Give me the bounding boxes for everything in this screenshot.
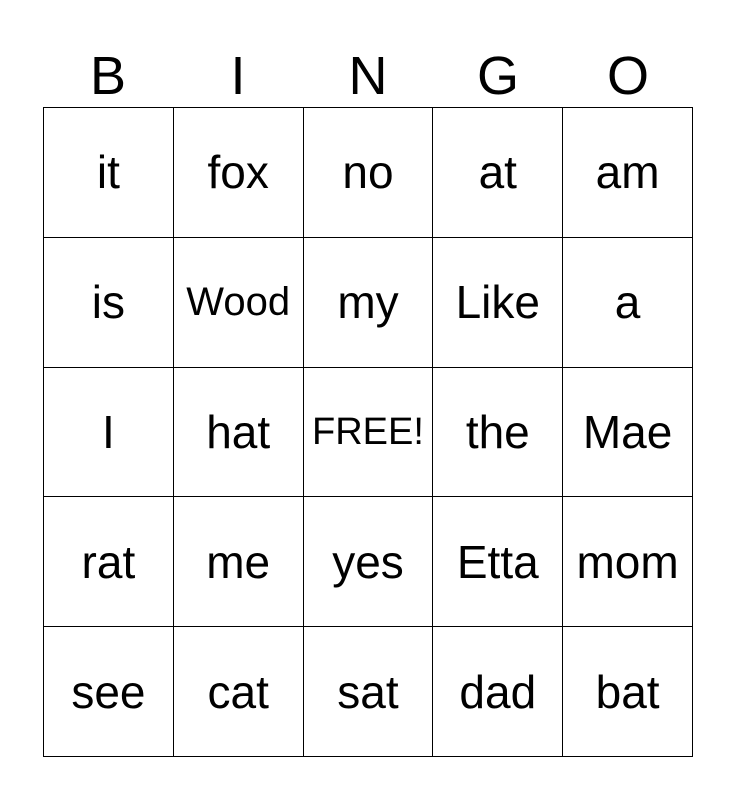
bingo-cell-r2-c2[interactable]: Wood bbox=[174, 238, 304, 368]
bingo-cell-r2-c4[interactable]: Like bbox=[433, 238, 563, 368]
bingo-cell-r4-c4[interactable]: Etta bbox=[433, 497, 563, 627]
bingo-cell-r5-c4[interactable]: dad bbox=[433, 627, 563, 757]
bingo-cell-r2-c3[interactable]: my bbox=[304, 238, 434, 368]
bingo-cell-r4-c3[interactable]: yes bbox=[304, 497, 434, 627]
bingo-cell-r4-c5[interactable]: mom bbox=[563, 497, 693, 627]
bingo-cell-r4-c2[interactable]: me bbox=[174, 497, 304, 627]
bingo-cell-r1-c2[interactable]: fox bbox=[174, 108, 304, 238]
header-letter-o: O bbox=[606, 46, 649, 106]
bingo-cell-r3-c4[interactable]: the bbox=[433, 368, 563, 498]
bingo-cell-r1-c4[interactable]: at bbox=[433, 108, 563, 238]
header-letter-b: B bbox=[89, 46, 127, 106]
bingo-board bbox=[43, 107, 693, 757]
bingo-cell-r2-c1[interactable]: is bbox=[44, 238, 174, 368]
bingo-cell-r1-c5[interactable]: am bbox=[563, 108, 693, 238]
bingo-cell-r3-c5[interactable]: Mae bbox=[563, 368, 693, 498]
header-letter-g: G bbox=[476, 46, 519, 106]
bingo-cell-r5-c5[interactable]: bat bbox=[563, 627, 693, 757]
bingo-cell-r1-c1[interactable]: it bbox=[44, 108, 174, 238]
bingo-cell-r3-c2[interactable]: hat bbox=[174, 368, 304, 498]
bingo-cell-r4-c1[interactable]: rat bbox=[44, 497, 174, 627]
bingo-cell-r5-c2[interactable]: cat bbox=[174, 627, 304, 757]
header-letter-n: N bbox=[348, 46, 388, 106]
bingo-cell-r5-c1[interactable]: see bbox=[44, 627, 174, 757]
bingo-cell-r2-c5[interactable]: a bbox=[563, 238, 693, 368]
free-space-cell[interactable]: FREE! bbox=[304, 368, 434, 498]
bingo-cell-r1-c3[interactable]: no bbox=[304, 108, 434, 238]
header-letter-i: I bbox=[230, 46, 246, 106]
bingo-header bbox=[43, 44, 693, 108]
bingo-cell-r5-c3[interactable]: sat bbox=[304, 627, 434, 757]
bingo-cell-r3-c1[interactable]: I bbox=[44, 368, 174, 498]
